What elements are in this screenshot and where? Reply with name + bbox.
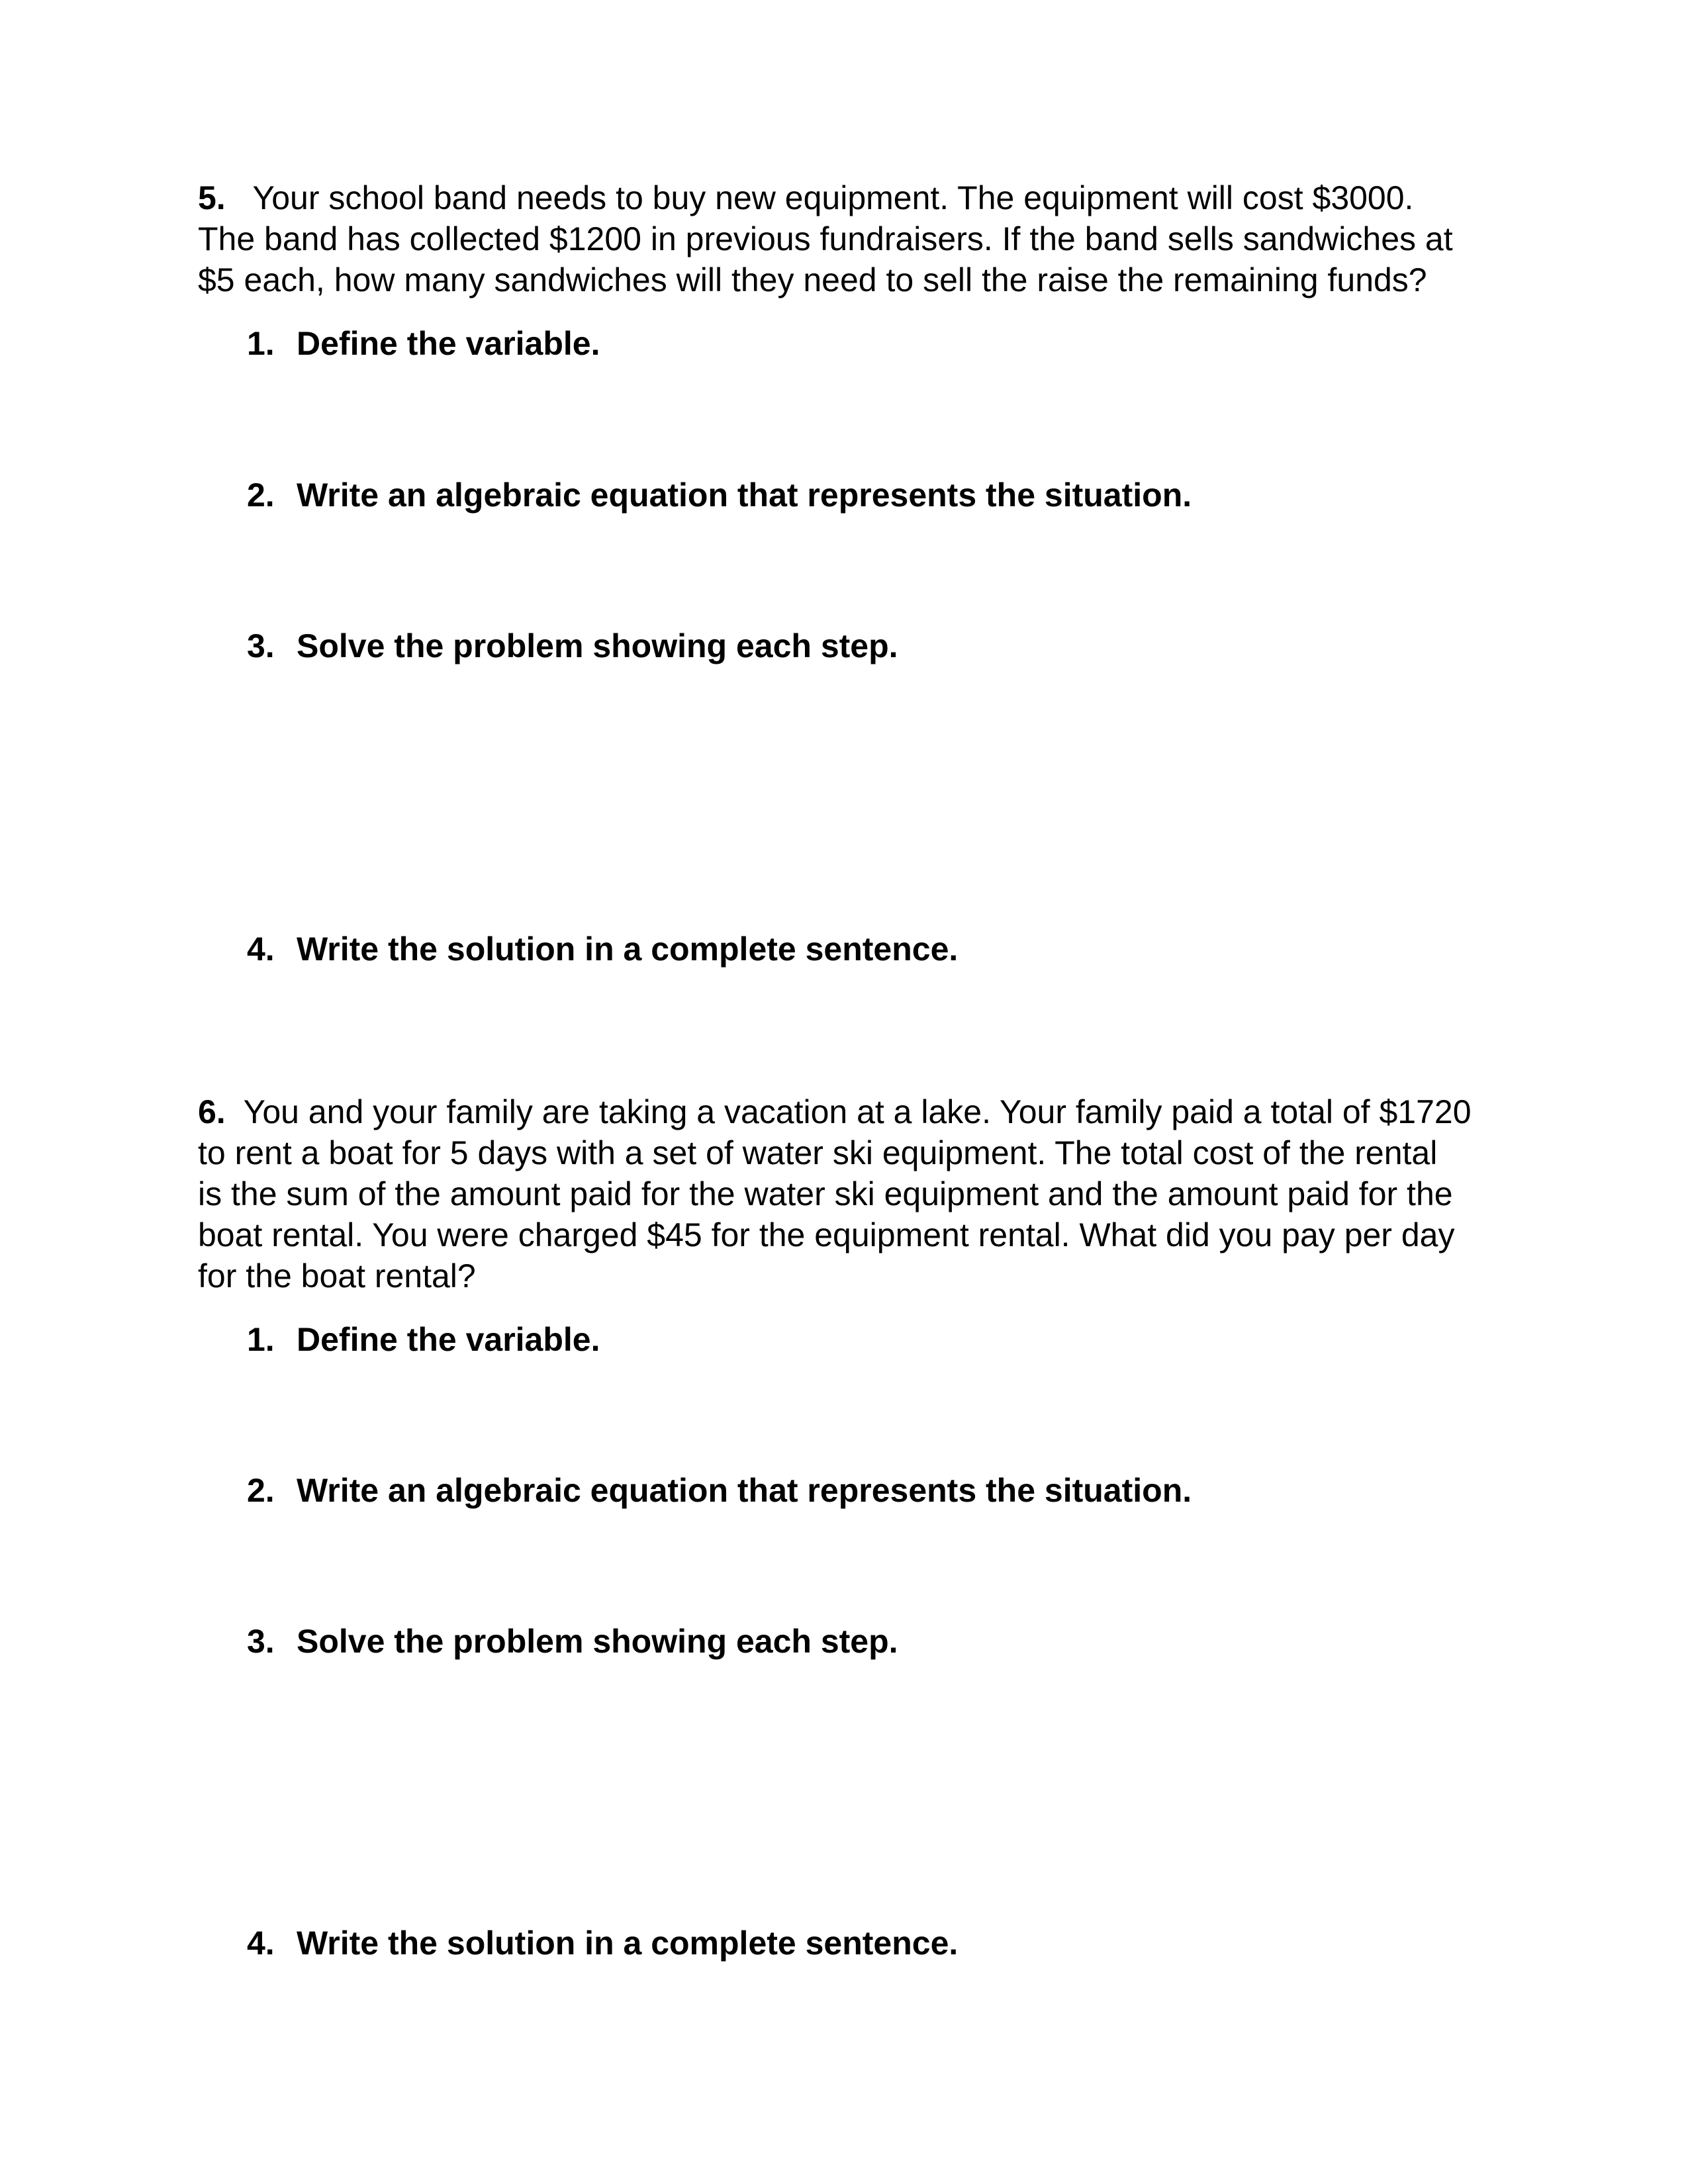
step-define-variable <box>247 323 600 364</box>
prompt-line: $5 each, how many sandwiches will they need to sell the raise the remaining funds? <box>198 261 1427 298</box>
step-number: 3. <box>247 1623 275 1660</box>
prompt-line: for the boat rental? <box>198 1257 476 1295</box>
problem-6-prompt <box>198 1091 1495 1297</box>
step-number: 2. <box>247 477 275 514</box>
step-label: Define the variable. <box>297 1321 600 1358</box>
problem-6 <box>198 1091 1495 1962</box>
step-label: Define the variable. <box>297 325 600 362</box>
step-write-solution <box>247 929 958 970</box>
step-label: Write the solution in a complete sentence. <box>297 931 959 968</box>
step-solve-problem <box>247 625 898 666</box>
step-label: Solve the problem showing each step. <box>297 1623 898 1660</box>
step-solve-problem <box>247 1621 898 1662</box>
prompt-line: boat rental. You were charged $45 for the equipment rental. What did you pay per day <box>198 1216 1455 1253</box>
prompt-line: The band has collected $1200 in previous fundraisers. If the band sells sandwiches at <box>198 220 1453 257</box>
step-label: Write the solution in a complete sentence. <box>297 1925 959 1962</box>
problem-number: 5. <box>198 179 226 216</box>
problem-5 <box>198 177 1495 968</box>
step-number: 3. <box>247 627 275 664</box>
prompt-line: You and your family are taking a vacation at a lake. Your family paid a total of $1720 <box>243 1093 1472 1130</box>
step-define-variable <box>247 1319 600 1360</box>
step-label: Write an algebraic equation that represents the situation. <box>297 1472 1192 1509</box>
step-number: 1. <box>247 325 275 362</box>
step-write-equation <box>247 475 1192 516</box>
step-number: 2. <box>247 1472 275 1509</box>
problem-number: 6. <box>198 1093 226 1130</box>
step-number: 4. <box>247 931 275 968</box>
step-label: Solve the problem showing each step. <box>297 627 898 664</box>
problem-5-prompt <box>198 177 1495 300</box>
step-number: 4. <box>247 1925 275 1962</box>
prompt-line: Your school band needs to buy new equipment. The equipment will cost $3000. <box>252 179 1414 216</box>
prompt-line: to rent a boat for 5 days with a set of water ski equipment. The total cost of the rental <box>198 1134 1438 1171</box>
prompt-line: is the sum of the amount paid for the water ski equipment and the amount paid for the <box>198 1175 1453 1212</box>
step-number: 1. <box>247 1321 275 1358</box>
step-write-solution <box>247 1923 958 1964</box>
step-label: Write an algebraic equation that represents the situation. <box>297 477 1192 514</box>
step-write-equation <box>247 1470 1192 1511</box>
